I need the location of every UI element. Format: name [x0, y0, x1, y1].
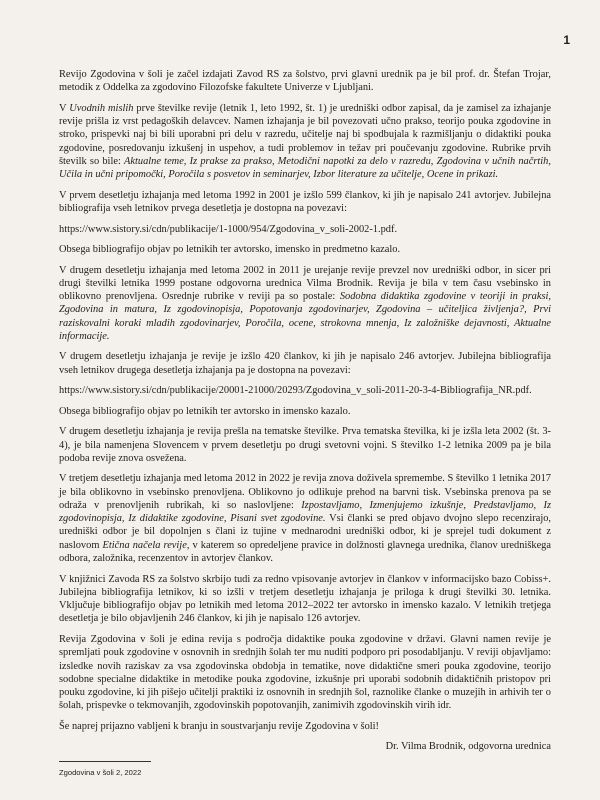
text-run: Vsi članki se pred objavo dvojno slepo recenzirajo, uredniški odbor je bil dopolnjen s člani iz tujine v mednarodni uredniški odbor, ki je sprejel tudi dokument z naslovom	[59, 513, 551, 551]
text-run: V tretjem desetletju izhajanja med letoma 2012 in 2022 je revija znova doživela spremembe. S številko 1 letnika 2017 je bila oblikovno in vsebinsko prenovljena. Oblikovno jo odlikuje prehod na barvni tisk. Vsebinska prenova pa se odraža v prenovljenih rubrikah, ki so naslovljene:	[59, 473, 551, 511]
paragraph-third-decade	[59, 472, 551, 565]
text-run: , v katerem so opredeljene pravice in dolžnosti glavnega urednika, članov uredniškega odbora, založnika, recenzentov in avtorjev člankov.	[59, 539, 551, 565]
paragraph-intro: Revijo Zgodovina v šoli je začel izdajati Zavod RS za šolstvo, prvi glavni urednik pa je bil prof. dr. Štefan Trojar, metodik z Oddelka za zgodovino Filozofske fakultete Univerze v Ljubljani.	[59, 69, 551, 94]
paragraph-bibliography-1: Obsega bibliografijo objav po letnikih ter avtorsko, imensko in predmetno kazalo.	[59, 244, 401, 256]
paragraph-first-decade: V prvem desetletju izhajanja med letoma 1992 in 2001 je izšlo 599 člankov, ki jih je napisalo 241 avtorjev. Jubilejna bibliografija vseh letnikov prvega desetletja je dostopna na povezavi:	[59, 189, 551, 215]
italic-rubrics: Izpostavljamo, Izmenjujemo izkušnje, Predstavljamo, Iz zgodovinopisja, Iz didaktike zgodovine, Pisani svet zgodovine.	[59, 499, 551, 525]
italic-rubrics: Sodobna didaktika zgodovine v teoriji in praksi, Zgodovina in matura, Iz zgodovinopisja, Popotovanja zgodovinarjev, Zgodovina – učiteljica življenja?, Prvi raziskovalni koraki mladih zgodovinarjev, Poročila, ocene, strokovna mnenja, Iz založniške dejavnosti, Aktualne informacije.	[59, 291, 551, 342]
paragraph-mission: Revija Zgodovina v šoli je edina revija s področja didaktike pouka zgodovine v državi. Glavni namen revije je spremljati pouk zgodovine v osnovnih in srednjih šolah ter mu nuditi podporo pri posodabljanju. V reviji objavljamo: izsledke novih raziskav za vsa zgodovinska obdobja in tematike, nove didaktične smeri pouka zgodovine, teorijo sodobne specialne didaktike in metodike pouka zgodovine, izkušnje pri uporabi sodobnih didaktičnih pristopov pri pouku zgodovine, ki jih pišejo učitelji praktiki iz osnovnih in srednjih šol, raznolike članke o muzejih in arhivih ter o šolah, prispevke o tekmovanjih, zgodovinskih popotovanjih, zanimivih zgodovinskih virih idr.	[59, 633, 551, 712]
italic-rubrics: Aktualne teme, Iz prakse za prakso, Metodični napotki za delo v razredu, Zgodovina v učnih načrtih, Učila in učni pripomočki, Poročila s posvetov in seminarjev, Izbor literature za učitelje, Ocene in prikazi.	[59, 155, 551, 181]
bibliography-link-2[interactable]: https://www.sistory.si/cdn/publikacije/20001-21000/20293/Zgodovina_v_soli-2011-20-3-4-Bibliografija_NR.pdf.	[59, 385, 532, 397]
footer-journal-issue: Zgodovina v šoli 2, 2022	[59, 768, 142, 777]
text-run: V drugem desetletju izhajanja med letoma 2002 in 2011 je urejanje revije prevzel nov uredniški odbor, in sicer pri drugi številki letnika 1999 postane odgovorna urednica Vilma Brodnik. Revija je bila v tem času vsebinsko in oblikovno prenovljena. Osrednje rubrike v reviji pa so postale:	[59, 264, 551, 303]
paragraph-library: V knjižnici Zavoda RS za šolstvo skrbijo tudi za redno vpisovanje avtorjev in člankov v informacijsko bazo Cobiss+. Jubilejna bibliografija letnikov, ki so izšli v tretjem desetletju izhajanja je priloga k drugi številki 30. letnika. Vključuje bibliografijo objav po letnikih med letoma 2012–2022 ter avtorsko in imensko kazalo. V letnikih tretjega desetletja je bilo objavljenih 246 člankov, ki jih je napisalo 126 avtorjev.	[59, 573, 551, 625]
italic-document-title: Etična načela revije	[102, 539, 187, 551]
paragraph-invitation: Še naprej prijazno vabljeni k branju in soustvarjanju revije Zgodovina v šoli!	[59, 720, 380, 732]
paragraph-thematic-issues: V drugem desetletju izhajanja je revija prešla na tematske številke. Prva tematska številka, ki je izšla leta 2002 (št. 3-4), je bila namenjena Slovencem v prvem desetletju po drugi svetovni vojni. S številko 1-2 letnika 2009 pa je bila podoba revije znova osvežena.	[59, 426, 551, 464]
paragraph-bibliography-2: Obsega bibliografijo objav po letnikih ter avtorsko in imensko kazalo.	[59, 405, 351, 417]
article-body	[59, 68, 551, 761]
paragraph-second-decade	[59, 264, 551, 344]
text-run: prve številke revije (letnik 1, leto 1992, št. 1) je uredniški odbor zapisal, da je zamisel za izhajanje revije prišla iz vrst pedagoških delavcev. Namen izhajanja je bil povezovati učno prakso, teorijo pouka zgodovine in stroko, prispevki naj bi bili uporabni pri delu v razredu, učitelje naj bi spodbujala k razmišljanju o didaktiki pouka zgodovine, posredovanju izkušenj in uspehov, a tudi problemov in težav pri poučevanju zgodovine. Rubrike prvih številk so bile:	[59, 102, 551, 167]
footer-divider	[59, 761, 151, 762]
paragraph-first-issue	[59, 102, 551, 182]
italic-title: Uvodnih mislih	[69, 102, 134, 114]
paragraph-second-decade-stats: V drugem desetletju izhajanja je revije je izšlo 420 člankov, ki jih je napisalo 246 avtorjev. Jubilejna bibliografija vseh letnikov drugega desetletja izhajanja pa je dostopna na povezavi:	[59, 351, 551, 376]
bibliography-link-1[interactable]: https://www.sistory.si/cdn/publikacije/1-1000/954/Zgodovina_v_soli-2002-1.pdf.	[59, 223, 398, 235]
page-number: 1	[563, 33, 570, 47]
signature: Dr. Vilma Brodnik, odgovorna urednica	[385, 741, 551, 753]
text-run: V	[59, 102, 70, 114]
